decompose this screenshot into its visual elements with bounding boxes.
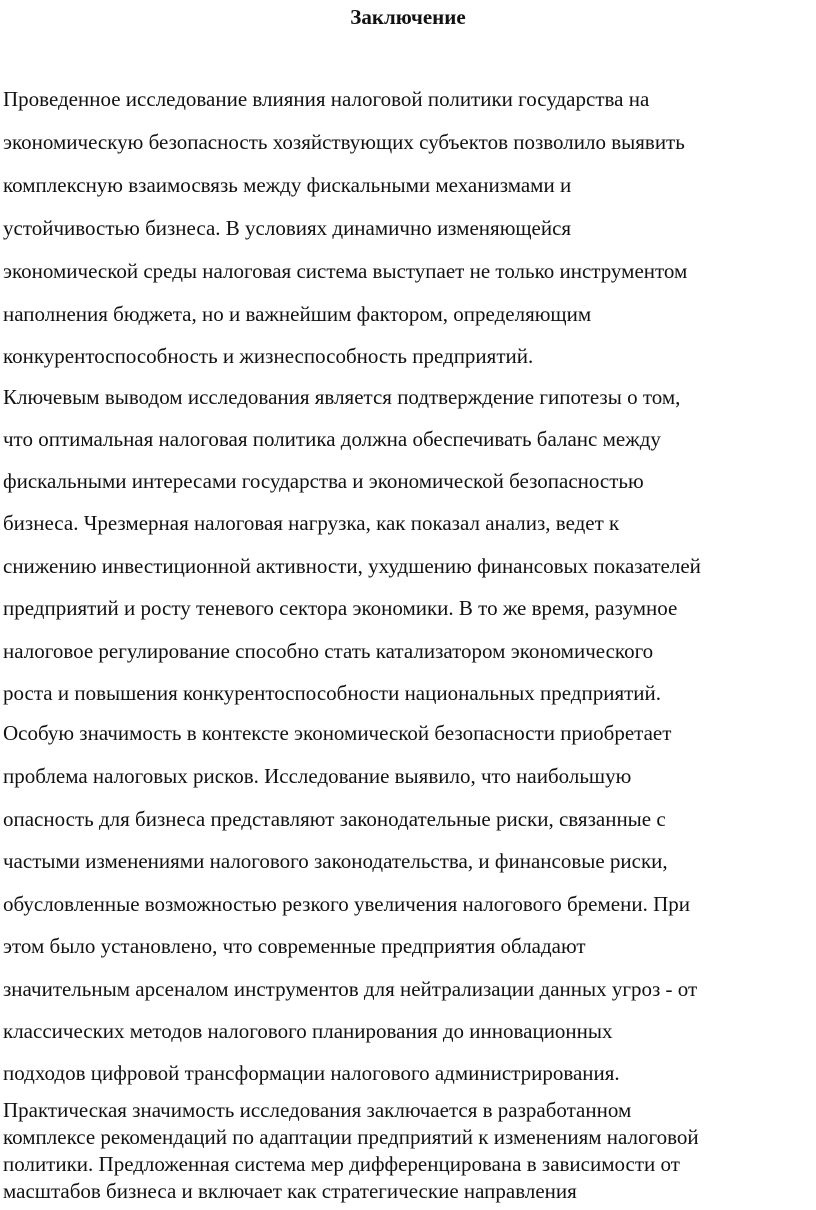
paragraph-line: комплексную взаимосвязь между фискальными механизмами и <box>3 173 572 197</box>
paragraph-line: значительным арсеналом инструментов для нейтрализации данных угроз - от <box>3 977 698 1001</box>
paragraph-line: налоговое регулирование способно стать катализатором экономического <box>3 639 654 663</box>
paragraph-line: Ключевым выводом исследования является подтверждение гипотезы о том, <box>3 385 681 409</box>
paragraph-line: экономической среды налоговая система выступает не только инструментом <box>3 259 688 283</box>
paragraph-line: опасность для бизнеса представляют законодательные риски, связанные с <box>3 807 666 831</box>
paragraph-line: классических методов налогового планирования до инновационных <box>3 1019 613 1043</box>
paragraph-line: что оптимальная налоговая политика должна обеспечивать баланс между <box>3 427 661 451</box>
paragraph-line: обусловленные возможностью резкого увеличения налогового бремени. При <box>3 892 690 916</box>
paragraph-line: предприятий и росту теневого сектора экономики. В то же время, разумное <box>3 596 678 620</box>
page-title: Заключение <box>350 5 466 29</box>
paragraph-line: экономическую безопасность хозяйствующих субъектов позволило выявить <box>3 130 685 154</box>
paragraph-line: наполнения бюджета, но и важнейшим фактором, определяющим <box>3 302 592 326</box>
paragraph-line: Проведенное исследование влияния налоговой политики государства на <box>3 87 650 111</box>
paragraph-line: частыми изменениями налогового законодательства, и финансовые риски, <box>3 849 668 873</box>
paragraph-line: политики. Предложенная система мер дифференцирована в зависимости от <box>3 1152 680 1176</box>
paragraph-line: бизнеса. Чрезмерная налоговая нагрузка, как показал анализ, ведет к <box>3 511 620 535</box>
paragraph-line: масштабов бизнеса и включает как стратегические направления <box>3 1179 577 1203</box>
paragraph-line: роста и повышения конкурентоспособности национальных предприятий. <box>3 681 662 705</box>
paragraph-line: комплексе рекомендаций по адаптации предприятий к изменениям налоговой <box>3 1125 699 1149</box>
paragraph-line: устойчивостью бизнеса. В условиях динамично изменяющейся <box>3 216 572 240</box>
paragraph-line: фискальными интересами государства и экономической безопасностью <box>3 469 644 493</box>
paragraph-line: Практическая значимость исследования заключается в разработанном <box>3 1098 632 1122</box>
paragraph-line: подходов цифровой трансформации налогового администрирования. <box>3 1061 620 1085</box>
paragraph-line: Особую значимость в контексте экономической безопасности приобретает <box>3 721 672 745</box>
paragraph-line: проблема налоговых рисков. Исследование выявило, что наибольшую <box>3 764 632 788</box>
paragraph-line: конкурентоспособность и жизнеспособность предприятий. <box>3 344 534 368</box>
paragraph-line: снижению инвестиционной активности, ухудшению финансовых показателей <box>3 554 701 578</box>
paragraph-line: этом было установлено, что современные предприятия обладают <box>3 934 586 958</box>
